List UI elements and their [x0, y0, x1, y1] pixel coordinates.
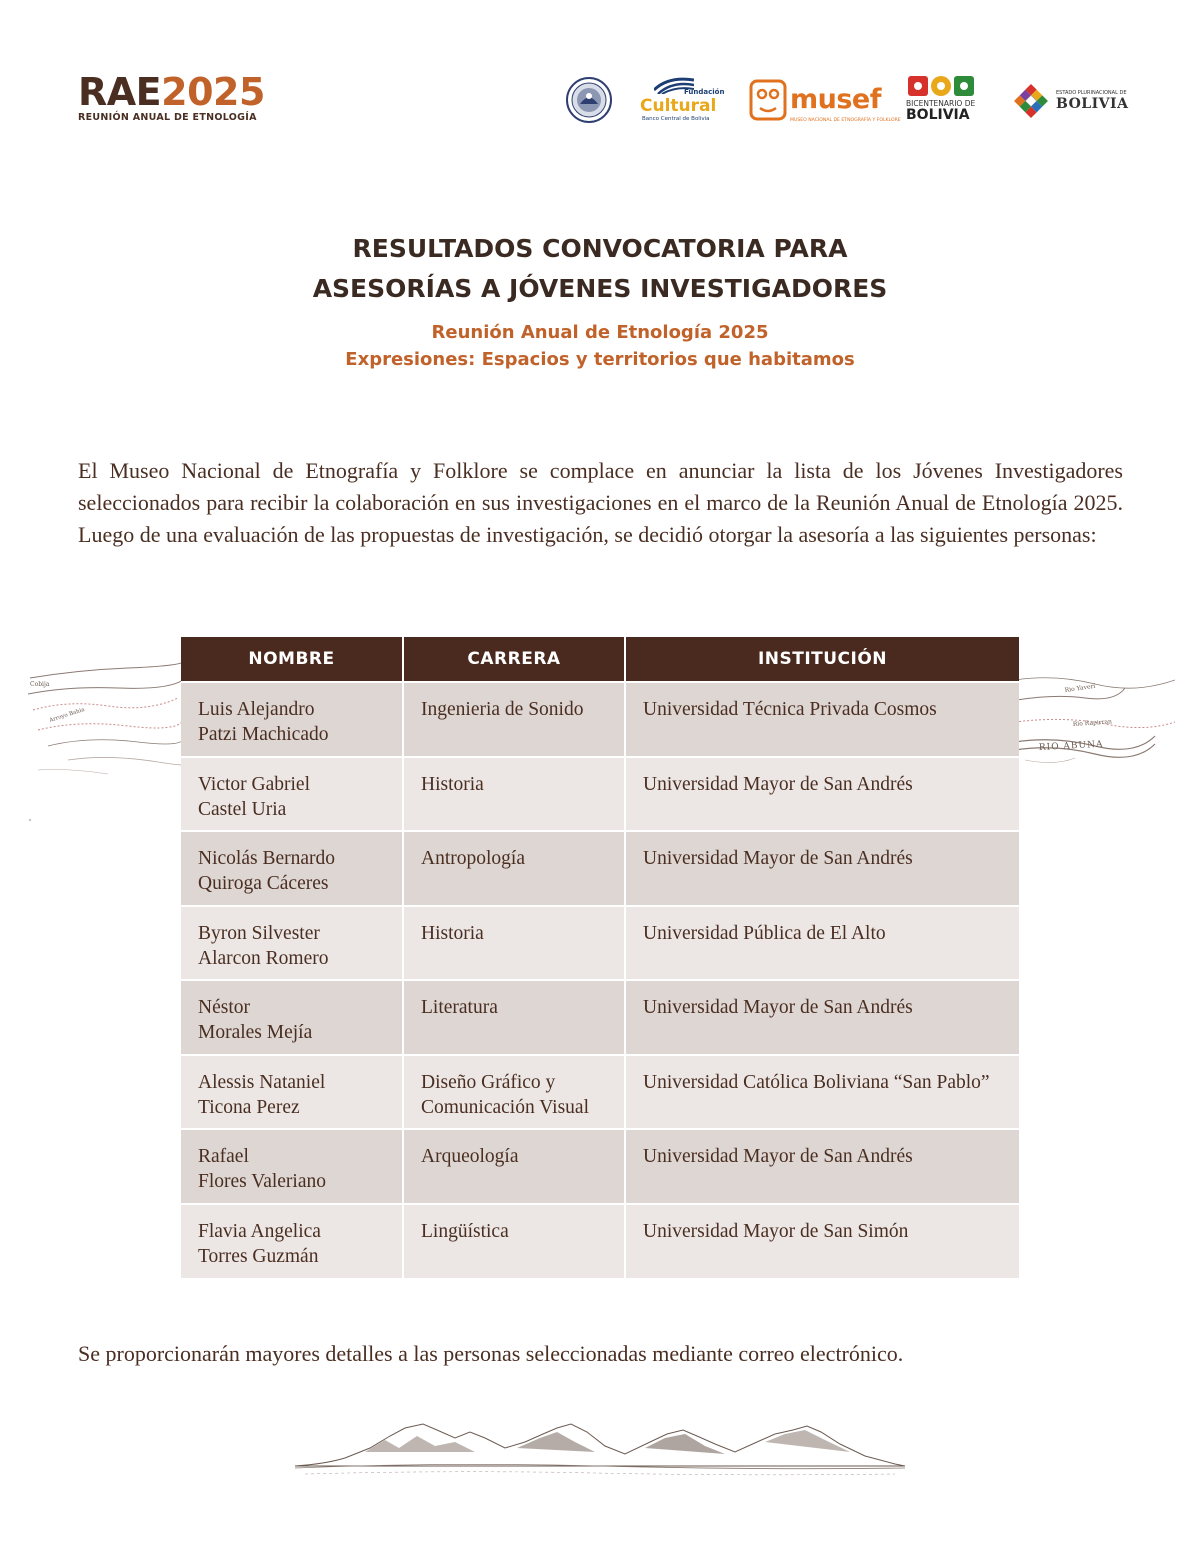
table-header-row [181, 637, 1019, 682]
first-names: Luis Alejandro [198, 699, 315, 720]
last-names: Ticona Perez [198, 1096, 300, 1118]
estado-label: ESTADO PLURINACIONAL DE [1056, 90, 1127, 96]
bicentenario-label: BICENTENARIO DE [906, 99, 976, 108]
seal-emblem-icon [566, 77, 612, 123]
column-header-nombre: NOMBRE [181, 637, 403, 682]
cell-carrera [403, 1129, 625, 1204]
musef-face-icon [748, 78, 788, 122]
partner-logos [560, 74, 1129, 126]
page-title-line-2: ASESORÍAS A JÓVENES INVESTIGADORES [312, 274, 888, 303]
page-title-line-1: RESULTADOS CONVOCATORIA PARA [352, 234, 848, 263]
mountains-illustration [295, 1412, 905, 1478]
footer-note: Se proporcionarán mayores detalles a las personas seleccionadas mediante correo electrónico. [78, 1341, 904, 1366]
career-line-1: Diseño Gráfico y [421, 1071, 556, 1093]
cell-carrera [403, 831, 625, 906]
page-subtitle-line-1: Reunión Anual de Etnología 2025 [431, 322, 769, 343]
last-names: Alarcon Romero [198, 947, 329, 969]
last-names: Torres Guzmán [198, 1245, 319, 1267]
cell-carrera [403, 980, 625, 1055]
last-names: Castel Uria [198, 798, 287, 820]
cell-nombre [181, 1055, 403, 1130]
table-row [181, 906, 1019, 981]
table-row [181, 1129, 1019, 1204]
fundacion-cultural-logo [640, 74, 725, 126]
career-line-1: Historia [421, 922, 484, 944]
map-label-arroyo: Arroyo Bahia [48, 706, 86, 724]
cell-carrera [403, 682, 625, 757]
musef-subtitle: MUSEO NACIONAL DE ETNOGRAFÍA Y FOLKLORE [790, 118, 901, 123]
bicentenario-name: BOLIVIA [906, 107, 970, 123]
cell-institucion: Universidad Mayor de San Simón [625, 1204, 1019, 1279]
rae-brand-logo [78, 70, 265, 123]
musef-logo [748, 74, 901, 126]
brand-name [78, 70, 265, 114]
cell-nombre [181, 980, 403, 1055]
first-names: Néstor [198, 997, 250, 1018]
brand-name-rae: RAE [78, 70, 162, 114]
career-line-1: Arqueología [421, 1146, 519, 1167]
cell-carrera [403, 1055, 625, 1130]
river-map-illustration-left [28, 650, 188, 830]
map-label-rio-rapirran: Rio Rapirran [1072, 718, 1113, 728]
cell-nombre [181, 757, 403, 832]
brand-subtitle: REUNIÓN ANUAL DE ETNOLOGÍA [78, 112, 257, 123]
map-label-rio-yaveri: Rio Yaverí [1064, 682, 1096, 694]
table-row [181, 831, 1019, 906]
cell-nombre [181, 682, 403, 757]
cell-carrera [403, 1204, 625, 1279]
cell-institucion: Universidad Católica Boliviana “San Pablo” [625, 1055, 1019, 1130]
map-label-rio-abuna: RIO ABUNA [1038, 739, 1104, 753]
cell-institucion: Universidad Mayor de San Andrés [625, 831, 1019, 906]
table-row [181, 1204, 1019, 1279]
career-line-1: Lingüística [421, 1220, 509, 1242]
musef-name: musef [790, 84, 881, 115]
last-names: Flores Valeriano [198, 1171, 326, 1192]
table-row [181, 980, 1019, 1055]
cell-nombre [181, 831, 403, 906]
table-row [181, 1055, 1019, 1130]
bicentenario-emblem-icon [908, 76, 974, 96]
bicentenario-logo [906, 74, 978, 126]
cultural-bank-label: Banco Central de Bolivia [642, 116, 710, 122]
cell-institucion: Universidad Mayor de San Andrés [625, 757, 1019, 832]
cultural-fundacion-label: Fundación [684, 88, 725, 96]
intro-paragraph: El Museo Nacional de Etnografía y Folklore se complace en anunciar la lista de los Jóvenes Investigadores seleccionados para recibir la colaboración en sus investigaciones en el marco de la Reunión Anual de Etnología 2025. Luego de una evaluación de las propuestas de investigación, se decidió otorgar la asesoría a las siguientes personas: [78, 458, 1123, 547]
river-map-illustration-right [1015, 650, 1175, 775]
career-line-2: Comunicación Visual [421, 1096, 589, 1118]
first-names: Rafael [198, 1146, 249, 1167]
brand-name-year: 2025 [161, 70, 265, 114]
table-row [181, 682, 1019, 757]
first-names: Byron Silvester [198, 922, 320, 944]
page-subtitle-line-2: Expresiones: Espacios y territorios que habitamos [345, 349, 855, 370]
first-names: Victor Gabriel [198, 773, 310, 795]
selected-researchers-table [181, 637, 1019, 1278]
first-names: Flavia Angelica [198, 1220, 321, 1242]
cell-nombre [181, 906, 403, 981]
career-line-1: Ingenieria de Sonido [421, 699, 584, 720]
estado-name: BOLIVIA [1056, 96, 1129, 112]
career-line-1: Antropología [421, 848, 525, 869]
cell-nombre [181, 1204, 403, 1279]
career-line-1: Literatura [421, 997, 498, 1018]
career-line-1: Historia [421, 773, 484, 795]
cell-institucion: Universidad Mayor de San Andrés [625, 1129, 1019, 1204]
last-names: Patzi Machicado [198, 724, 329, 745]
cell-institucion: Universidad Mayor de San Andrés [625, 980, 1019, 1055]
map-label-cobija: Cobija [30, 681, 50, 688]
cell-institucion: Universidad Pública de El Alto [625, 906, 1019, 981]
cultural-name: Cultural [640, 96, 717, 116]
estado-plurinacional-logo [1008, 74, 1129, 126]
cell-institucion: Universidad Técnica Privada Cosmos [625, 682, 1019, 757]
cell-nombre [181, 1129, 403, 1204]
cell-carrera [403, 906, 625, 981]
column-header-carrera: CARRERA [403, 637, 625, 682]
table-row [181, 757, 1019, 832]
wiphala-emblem-icon [1010, 80, 1052, 122]
first-names: Alessis Nataniel [198, 1071, 326, 1093]
cell-carrera [403, 757, 625, 832]
last-names: Quiroga Cáceres [198, 873, 329, 894]
first-names: Nicolás Bernardo [198, 848, 335, 869]
column-header-institucion: INSTITUCIÓN [625, 637, 1019, 682]
last-names: Morales Mejía [198, 1022, 313, 1043]
